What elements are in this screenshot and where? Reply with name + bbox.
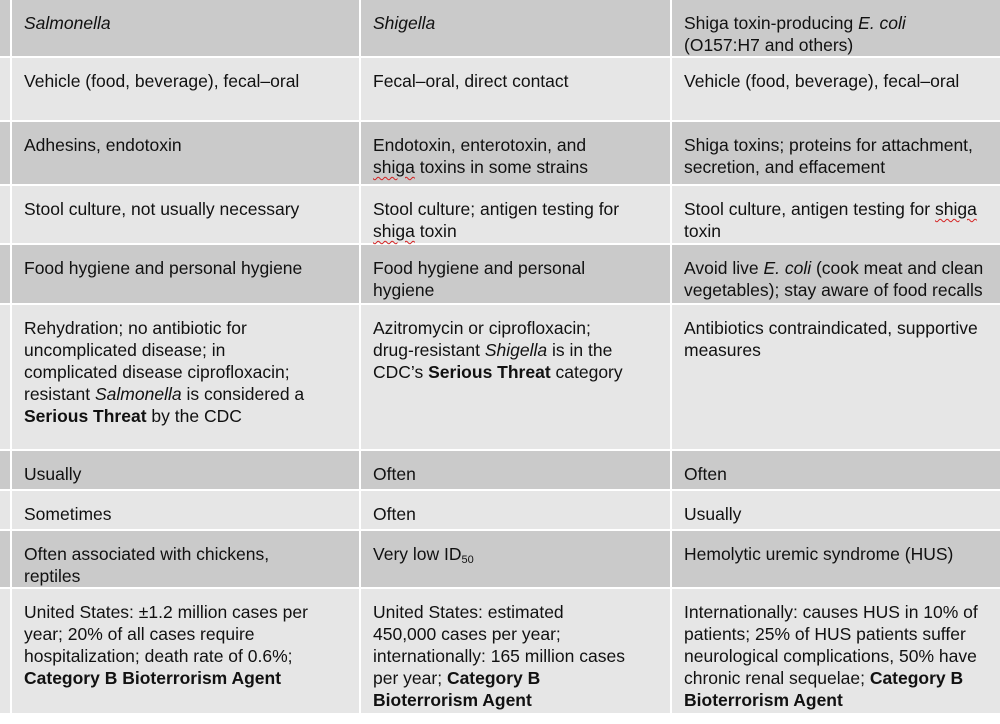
row7-salmonella: Usually [11, 450, 360, 490]
treatment-ecoli: Antibiotics contraindicated, supportive measures [671, 304, 1000, 450]
diagnosis-salmonella: Stool culture, not usually necessary [11, 185, 360, 244]
table-row [0, 450, 1000, 490]
prevention-salmonella: Food hygiene and personal hygiene [11, 244, 360, 304]
table-row [0, 57, 1000, 121]
transmission-shigella: Fecal–oral, direct contact [360, 57, 671, 121]
header-ecoli: Shiga toxin-producing E. coli (O157:H7 and others) [671, 0, 1000, 57]
table-row [0, 304, 1000, 450]
prevention-ecoli: Avoid live E. coli (cook meat and clean vegetables); stay aware of food recalls [671, 244, 1000, 304]
treatment-salmonella: Rehydration; no antibiotic for uncomplicated disease; in complicated disease ciprofloxacin; resistant Salmonella is considered a Serious Threat by the CDC [11, 304, 360, 450]
row8-shigella: Often [360, 490, 671, 530]
epidemiology-ecoli: Internationally: causes HUS in 10% of patients; 25% of HUS patients suffer neurological complications, 50% have chronic renal sequelae; Category B Bioterrorism Agent [671, 588, 1000, 714]
table-row [0, 588, 1000, 714]
virulence-salmonella: Adhesins, endotoxin [11, 121, 360, 185]
table-row [0, 244, 1000, 304]
transmission-salmonella: Vehicle (food, beverage), fecal–oral [11, 57, 360, 121]
table-row [0, 121, 1000, 185]
diagnosis-ecoli: Stool culture, antigen testing for shiga toxin [671, 185, 1000, 244]
row9-ecoli: Hemolytic uremic syndrome (HUS) [671, 530, 1000, 588]
row9-shigella: Very low $ID_{50}$ [360, 530, 671, 588]
table-row [0, 185, 1000, 244]
table-row [0, 490, 1000, 530]
table-row [0, 530, 1000, 588]
row7-ecoli: Often [671, 450, 1000, 490]
row7-shigella: Often [360, 450, 671, 490]
table-row [0, 0, 1000, 57]
header-shigella: Shigella [360, 0, 671, 57]
row8-salmonella: Sometimes [11, 490, 360, 530]
row9-salmonella: Often associated with chickens, reptiles [11, 530, 360, 588]
virulence-shigella: Endotoxin, enterotoxin, and shiga toxins in some strains [360, 121, 671, 185]
header-salmonella: Salmonella [11, 0, 360, 57]
prevention-shigella: Food hygiene and personal hygiene [360, 244, 671, 304]
epidemiology-salmonella: United States: ±1.2 million cases per year; 20% of all cases require hospitalization; death rate of 0.6%; Category B Bioterrorism Agent [11, 588, 360, 714]
row8-ecoli: Usually [671, 490, 1000, 530]
diagnosis-shigella: Stool culture; antigen testing for shiga toxin [360, 185, 671, 244]
virulence-ecoli: Shiga toxins; proteins for attachment, secretion, and effacement [671, 121, 1000, 185]
transmission-ecoli: Vehicle (food, beverage), fecal–oral [671, 57, 1000, 121]
treatment-shigella: Azitromycin or ciprofloxacin; drug-resistant Shigella is in the CDC’s Serious Threat category [360, 304, 671, 450]
epidemiology-shigella: United States: estimated 450,000 cases per year; internationally: 165 million cases per year; Category B Bioterrorism Agent [360, 588, 671, 714]
